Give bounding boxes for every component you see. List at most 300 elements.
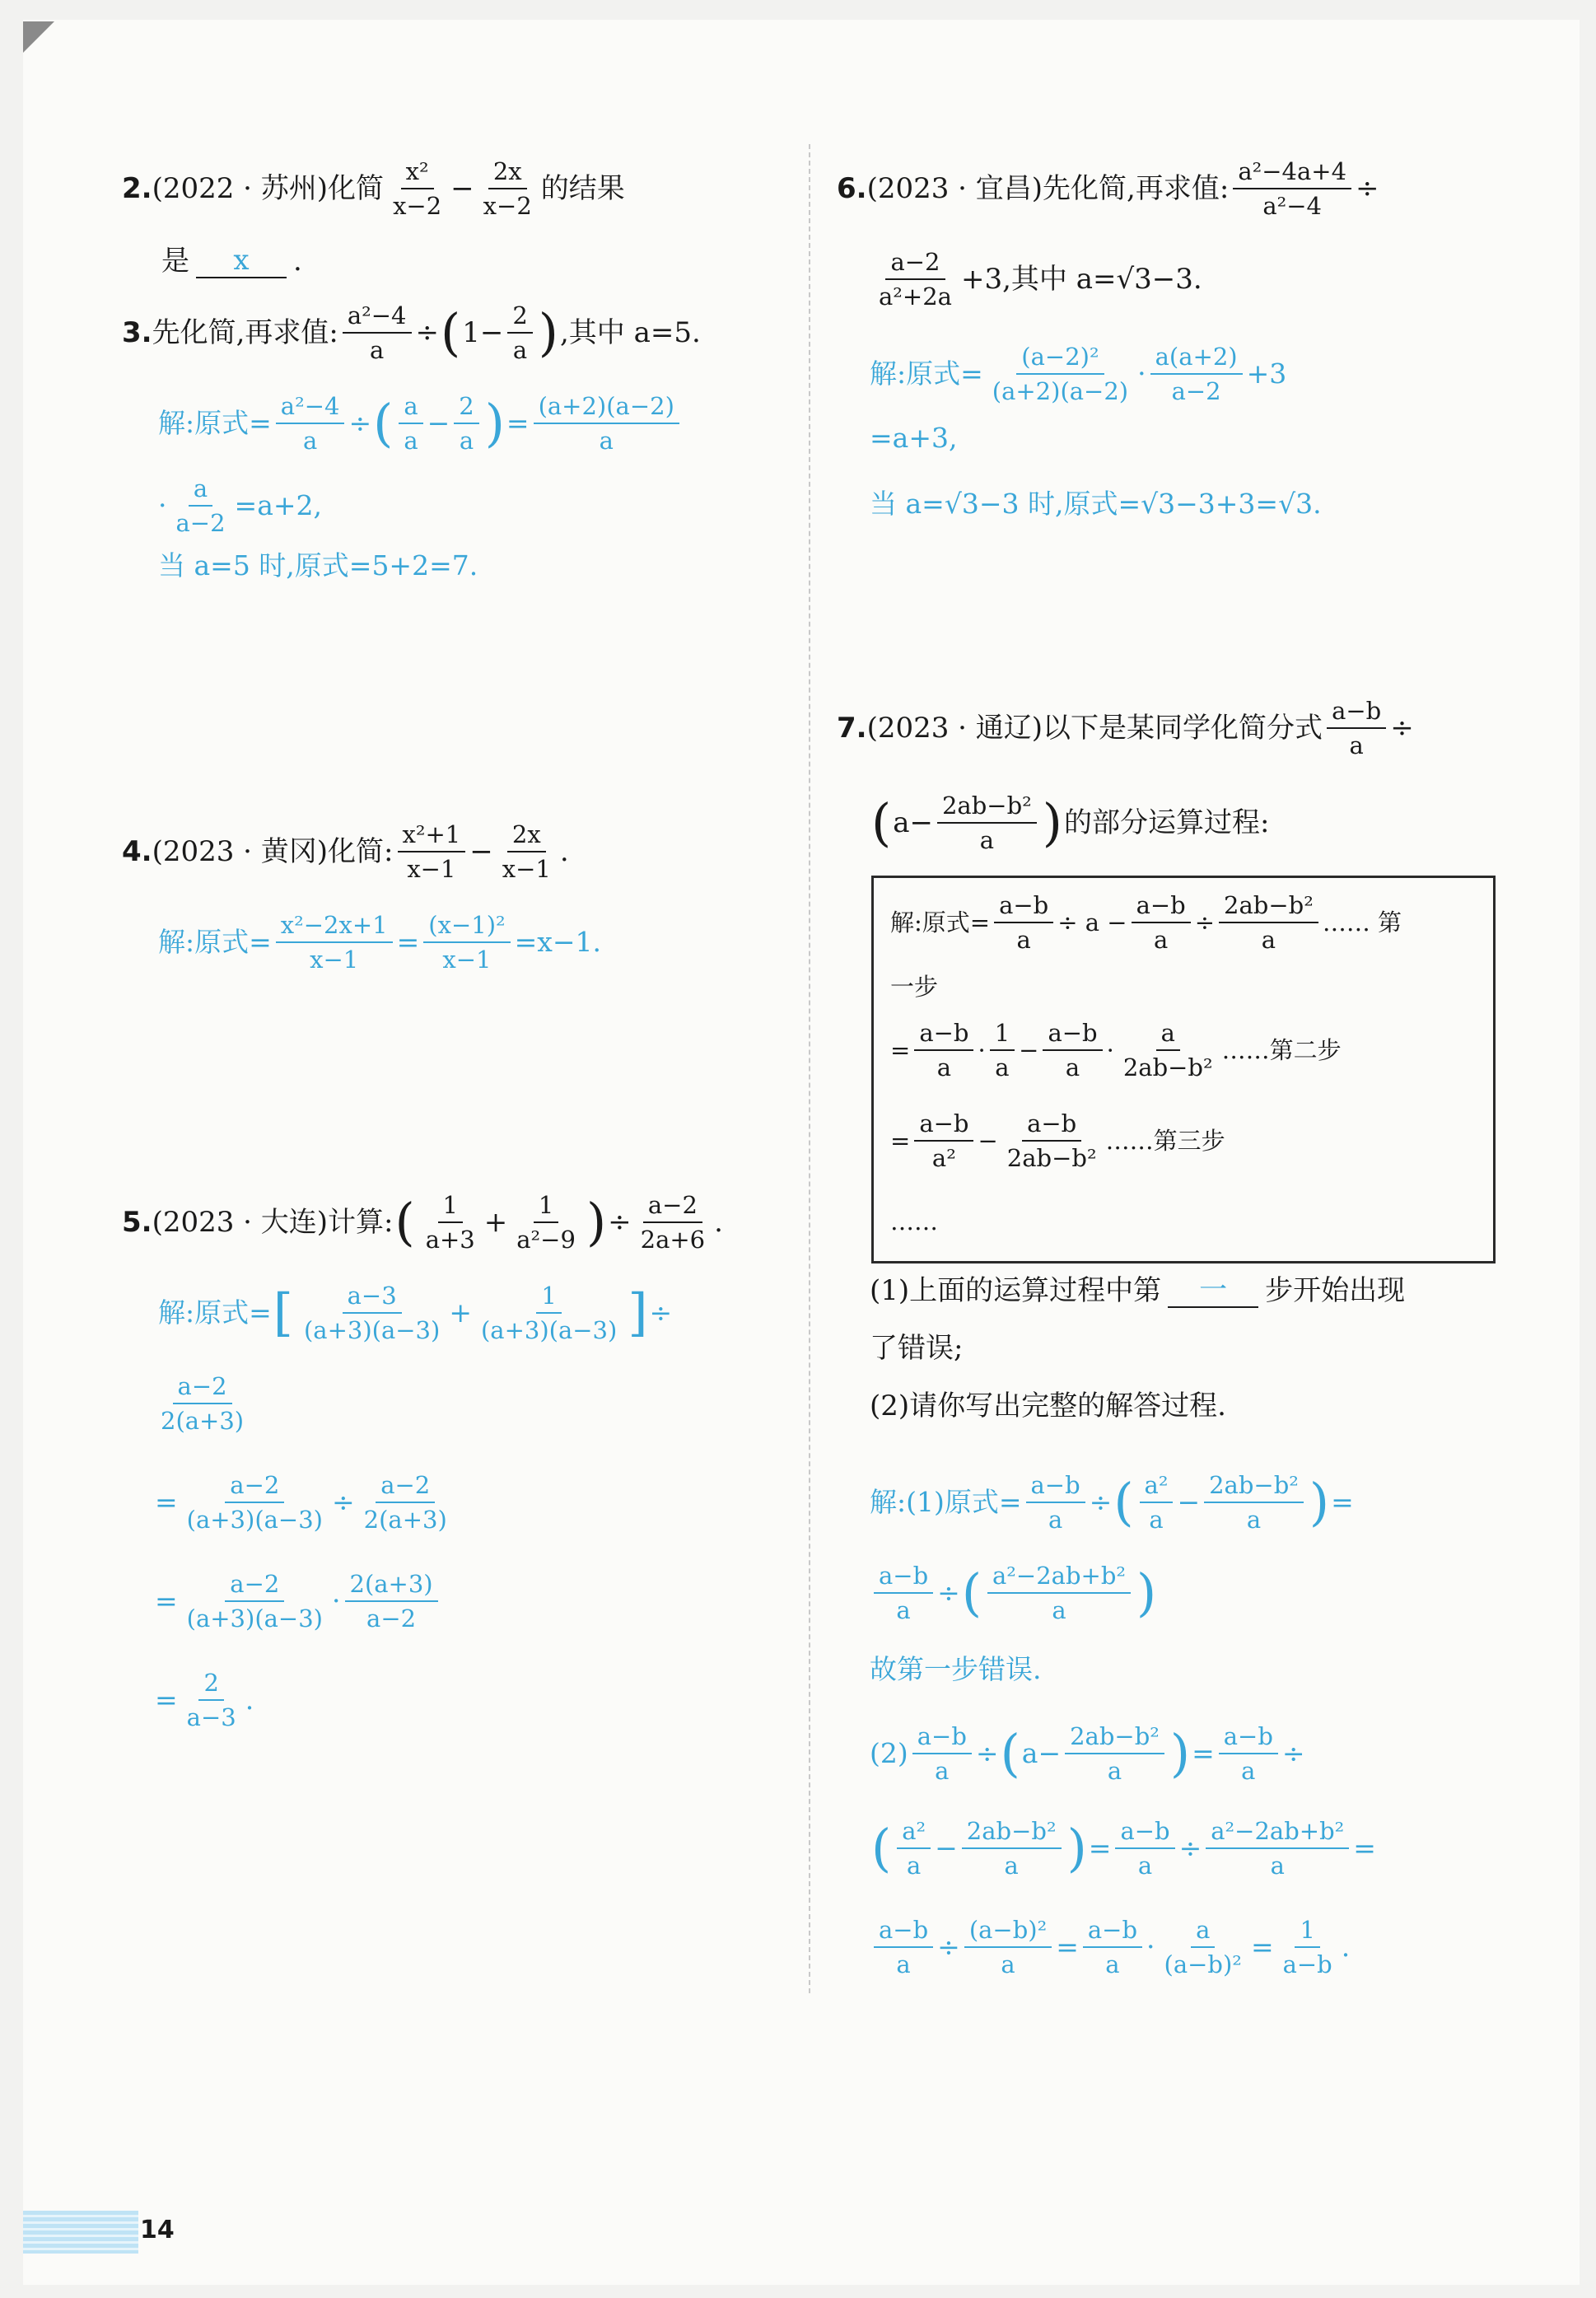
box-step-1 xyxy=(890,890,1402,955)
operator: ÷ xyxy=(937,1931,960,1963)
fraction xyxy=(874,1915,933,1979)
operator: ÷ xyxy=(348,407,372,439)
fraction xyxy=(398,820,466,884)
numerator: 2ab−b² xyxy=(937,791,1037,824)
fraction xyxy=(912,1721,972,1786)
fraction xyxy=(874,247,957,311)
numerator: a xyxy=(1156,1018,1180,1051)
operator: · xyxy=(1106,1036,1114,1064)
numerator: (a−b)² xyxy=(964,1915,1052,1948)
solution-text: =a+3, xyxy=(870,422,958,454)
operator: = xyxy=(396,926,420,958)
right-paren: ) xyxy=(538,302,558,362)
fraction xyxy=(171,474,231,538)
box-step-1-cont xyxy=(890,969,938,1005)
operator: · xyxy=(978,1036,986,1064)
question-7-part2 xyxy=(870,1388,1226,1424)
fraction xyxy=(962,1816,1062,1880)
numerator: a−b xyxy=(994,890,1053,923)
numerator: a−b xyxy=(912,1721,972,1754)
denominator: a xyxy=(896,1950,911,1978)
denominator: a xyxy=(302,427,318,455)
question-text: 了错误; xyxy=(870,1332,964,1365)
numerator: a−2 xyxy=(643,1190,702,1223)
numerator: a−b xyxy=(1219,1721,1278,1754)
question-5-solution-line4 xyxy=(155,1569,442,1633)
fraction xyxy=(423,910,510,974)
right-paren: ) xyxy=(1042,792,1062,852)
fraction xyxy=(399,391,422,455)
operator: = xyxy=(1250,1931,1274,1963)
expression: a− xyxy=(1021,1737,1062,1769)
step-label: 一步 xyxy=(890,973,939,1001)
numerator: a−b xyxy=(1115,1816,1174,1849)
question-source: (2023 · 黄冈)化简: xyxy=(152,835,394,868)
fraction xyxy=(1233,156,1351,221)
operator: = xyxy=(1353,1832,1376,1864)
question-4-stem xyxy=(122,820,569,884)
denominator: a xyxy=(979,826,995,854)
numerator: a−2 xyxy=(173,1371,232,1404)
question-6-solution-line1 xyxy=(870,342,1286,406)
fraction xyxy=(937,791,1037,855)
punctuation: . xyxy=(245,1684,254,1716)
solution-label: 解:(1)原式= xyxy=(870,1486,1022,1518)
numerator: 2 xyxy=(198,1668,223,1701)
answer-blank: 一 xyxy=(1168,1273,1258,1308)
denominator: a xyxy=(1149,1506,1164,1534)
numerator: a²−4 xyxy=(343,301,412,334)
denominator: a xyxy=(1261,926,1276,954)
denominator: a² xyxy=(931,1144,956,1172)
fraction xyxy=(914,1109,973,1173)
fraction xyxy=(182,1470,328,1534)
denominator: x−2 xyxy=(393,192,442,220)
question-text: +3,其中 a=√3−3. xyxy=(960,263,1202,296)
fraction xyxy=(345,1569,438,1633)
question-7-stem-line2 xyxy=(870,791,1269,855)
question-7-stem-line1 xyxy=(837,696,1414,760)
question-source: (2023 · 大连)计算: xyxy=(152,1206,394,1239)
denominator: (a−b)² xyxy=(1164,1950,1242,1978)
operator: · xyxy=(1146,1931,1155,1963)
fraction xyxy=(1002,1109,1102,1173)
numerator: 2ab−b² xyxy=(1204,1470,1304,1503)
question-4-solution xyxy=(158,910,601,974)
step-label: ……第三步 xyxy=(1105,1127,1225,1155)
denominator: (a+2)(a−2) xyxy=(992,377,1129,405)
question-2-line2 xyxy=(161,243,302,279)
punctuation: . xyxy=(714,1206,723,1239)
fraction xyxy=(964,1915,1052,1979)
operator: = xyxy=(890,1127,911,1155)
denominator: a−2 xyxy=(1171,377,1221,405)
punctuation: . xyxy=(1341,1931,1351,1963)
numerator: a−b xyxy=(1043,1018,1102,1051)
operator: ÷ xyxy=(937,1576,960,1609)
question-6-stem-line1 xyxy=(837,156,1379,221)
question-number: 2. xyxy=(122,172,152,205)
denominator: a−3 xyxy=(186,1703,236,1731)
left-paren: ( xyxy=(871,1818,892,1878)
operator: ÷ xyxy=(1194,908,1216,936)
question-text: . xyxy=(293,245,302,278)
numerator: 2 xyxy=(507,301,532,334)
question-5-solution-line1 xyxy=(158,1281,672,1345)
fraction xyxy=(478,156,537,221)
question-7-solution-a2 xyxy=(870,1561,1158,1625)
footer-decoration-bar xyxy=(23,2211,138,2254)
fraction xyxy=(182,1668,241,1732)
question-source: (2022 · 苏州)化简 xyxy=(152,172,385,205)
operator: ÷ xyxy=(1281,1737,1305,1769)
operator: = xyxy=(1192,1737,1215,1769)
denominator: a xyxy=(1246,1506,1262,1534)
denominator: x−1 xyxy=(442,946,492,974)
question-number: 6. xyxy=(837,172,867,205)
denominator: x−2 xyxy=(483,192,532,220)
expression: =a+2, xyxy=(234,489,323,521)
question-5-solution-line5 xyxy=(155,1668,254,1732)
ellipsis: …… xyxy=(890,1207,938,1235)
box-step-2 xyxy=(890,1018,1342,1082)
numerator: a²−4 xyxy=(276,391,345,424)
operator: + xyxy=(483,1206,508,1239)
fraction xyxy=(156,1371,249,1436)
denominator: a xyxy=(1105,1950,1120,1978)
fraction xyxy=(507,301,532,365)
left-paren: ( xyxy=(441,302,461,362)
right-paren: ) xyxy=(586,1192,607,1252)
operator: ÷ xyxy=(975,1737,999,1769)
fraction xyxy=(1160,1915,1247,1979)
fraction xyxy=(1118,1018,1218,1082)
numerator: a−b xyxy=(914,1018,973,1051)
numerator: a−2 xyxy=(225,1470,284,1503)
denominator: a xyxy=(1065,1053,1080,1081)
question-3-solution-line3 xyxy=(158,548,478,584)
numerator: a−b xyxy=(874,1561,933,1594)
operator: = xyxy=(890,1036,911,1064)
denominator: x−1 xyxy=(310,946,359,974)
expression: a− xyxy=(893,806,933,839)
right-paren: ) xyxy=(484,393,505,453)
denominator: a xyxy=(995,1053,1010,1081)
fraction xyxy=(987,1561,1131,1625)
question-number: 3. xyxy=(122,316,152,349)
question-source: (2023 · 宜昌)先化简,再求值: xyxy=(866,172,1230,205)
operator: = xyxy=(506,407,530,439)
denominator: a xyxy=(404,427,418,455)
denominator: a xyxy=(1001,1950,1015,1978)
operator: ÷ xyxy=(649,1296,673,1329)
question-text: 的结果 xyxy=(540,172,625,205)
punctuation: . xyxy=(559,835,569,868)
denominator: a xyxy=(936,1053,952,1081)
denominator: a xyxy=(1241,1757,1256,1785)
operator: − xyxy=(469,835,493,868)
left-paren: ( xyxy=(961,1562,982,1623)
question-2-line1 xyxy=(122,156,625,221)
numerator: 2ab−b² xyxy=(1065,1721,1164,1754)
question-7-solution-a1 xyxy=(870,1470,1354,1534)
question-text: ,其中 a=5. xyxy=(560,316,701,349)
operator: ÷ xyxy=(608,1206,632,1239)
fraction xyxy=(1327,696,1386,760)
question-5-solution-line3 xyxy=(155,1470,456,1534)
operator: ÷ xyxy=(415,316,440,349)
left-paren: ( xyxy=(1000,1723,1020,1783)
numerator: (a+2)(a−2) xyxy=(534,391,679,424)
denominator: a−2 xyxy=(366,1604,417,1632)
question-6-solution-line2 xyxy=(870,420,957,456)
operator: = xyxy=(1088,1832,1112,1864)
fraction xyxy=(874,1561,933,1625)
denominator: a xyxy=(1048,1506,1063,1534)
numerator: a²−4a+4 xyxy=(1233,156,1351,189)
fraction xyxy=(990,1018,1015,1082)
left-paren: ( xyxy=(373,393,394,453)
numerator: (x−1)² xyxy=(423,910,510,943)
fraction xyxy=(299,1281,445,1345)
denominator: a xyxy=(370,336,385,364)
fraction xyxy=(636,1190,711,1254)
denominator: a−2 xyxy=(175,509,226,537)
operator: = xyxy=(155,1486,178,1518)
question-3-solution-line1 xyxy=(158,391,684,455)
numerator: x² xyxy=(401,156,434,189)
numerator: a(a+2) xyxy=(1150,342,1243,375)
fraction xyxy=(1206,1816,1349,1880)
page-number: 14 xyxy=(140,2216,175,2244)
numerator: 2ab−b² xyxy=(1219,890,1318,923)
box-step-3 xyxy=(890,1109,1225,1173)
denominator: a+3 xyxy=(425,1226,475,1254)
fraction xyxy=(343,301,412,365)
numerator: x²−2x+1 xyxy=(276,910,393,943)
numerator: 2 xyxy=(454,391,478,424)
numerator: 2(a+3) xyxy=(345,1569,438,1602)
operator: − xyxy=(978,1127,998,1155)
expression: ÷ a − xyxy=(1057,908,1127,936)
question-7-solution-a3 xyxy=(870,1651,1042,1688)
numerator: a−2 xyxy=(885,247,945,280)
operator: ÷ xyxy=(1356,172,1379,205)
operator: ÷ xyxy=(1089,1486,1113,1518)
question-5-solution-line2 xyxy=(152,1371,253,1436)
denominator: 2ab−b² xyxy=(1006,1144,1097,1172)
numerator: a−b xyxy=(874,1915,933,1948)
solution-label: 解:原式= xyxy=(158,407,272,439)
denominator: a xyxy=(1153,926,1169,954)
denominator: a xyxy=(896,1596,911,1624)
denominator: a xyxy=(599,427,614,455)
denominator: a xyxy=(1137,1852,1153,1880)
operator: · xyxy=(1137,357,1146,390)
denominator: a xyxy=(459,427,474,455)
denominator: a²−9 xyxy=(516,1226,576,1254)
fraction xyxy=(1219,1721,1278,1786)
operator: − xyxy=(1019,1036,1039,1064)
fraction xyxy=(1219,890,1318,955)
numerator: 1 xyxy=(534,1190,558,1223)
denominator: (a+3)(a−3) xyxy=(303,1316,441,1344)
numerator: a²−2ab+b² xyxy=(1206,1816,1349,1849)
solution-text: 故第一步错误. xyxy=(870,1653,1042,1685)
right-bracket: ] xyxy=(628,1282,648,1343)
fraction xyxy=(182,1569,328,1633)
numerator: 1 xyxy=(536,1281,561,1314)
denominator: 2a+6 xyxy=(640,1226,706,1254)
operator: · xyxy=(332,1585,341,1617)
fraction xyxy=(1278,1915,1337,1979)
question-source: (2023 · 通辽)以下是某同学化简分式 xyxy=(866,712,1323,745)
question-7-solution-b1 xyxy=(870,1721,1305,1786)
operator: · xyxy=(158,489,167,521)
step-label: ……第二步 xyxy=(1221,1036,1342,1064)
column-divider xyxy=(809,144,810,1993)
question-text: (1)上面的运算过程中第 xyxy=(870,1274,1162,1307)
operator: + xyxy=(449,1296,472,1329)
solution-label: 解:原式= xyxy=(890,908,991,936)
fraction xyxy=(497,820,556,884)
expression: +3 xyxy=(1246,357,1287,390)
question-7-solution-b2 xyxy=(870,1816,1376,1880)
numerator: a−b xyxy=(1327,696,1386,729)
question-number: 7. xyxy=(837,712,867,745)
numerator: 1 xyxy=(990,1018,1015,1051)
fraction xyxy=(1140,1470,1174,1534)
step-label: …… 第 xyxy=(1322,908,1402,936)
denominator: 2ab−b² xyxy=(1122,1053,1213,1081)
fraction xyxy=(534,391,679,455)
fraction xyxy=(1132,890,1191,955)
fraction xyxy=(421,1190,480,1254)
numerator: a−3 xyxy=(343,1281,402,1314)
numerator: a xyxy=(1191,1915,1215,1948)
right-paren: ) xyxy=(1066,1818,1087,1878)
fraction xyxy=(1043,1018,1102,1082)
expression: 1− xyxy=(462,316,504,349)
operator: = xyxy=(1331,1486,1354,1518)
fraction xyxy=(276,910,393,974)
numerator: a−b xyxy=(1083,1915,1142,1948)
left-paren: ( xyxy=(1113,1472,1134,1532)
question-text: 步开始出现 xyxy=(1265,1274,1406,1307)
operator: − xyxy=(450,172,474,205)
question-text: 的部分运算过程: xyxy=(1063,806,1270,839)
denominator: a xyxy=(1107,1757,1122,1785)
numerator: (a−2)² xyxy=(1016,342,1104,375)
fraction xyxy=(511,1190,581,1254)
fraction xyxy=(1150,342,1243,406)
question-6-stem-line2 xyxy=(870,247,1202,311)
numerator: x²+1 xyxy=(398,820,466,852)
denominator: a xyxy=(1270,1852,1285,1880)
fraction xyxy=(1065,1721,1164,1786)
denominator: (a+3)(a−3) xyxy=(186,1506,323,1534)
denominator: a xyxy=(1349,731,1364,759)
denominator: a−b xyxy=(1282,1950,1332,1978)
fraction xyxy=(987,342,1133,406)
left-paren: ( xyxy=(871,792,892,852)
expression: =x−1. xyxy=(514,926,602,958)
numerator: a−b xyxy=(1132,890,1191,923)
numerator: 2ab−b² xyxy=(962,1816,1062,1849)
question-3-stem xyxy=(122,301,701,365)
fraction xyxy=(1115,1816,1174,1880)
fraction xyxy=(897,1816,931,1880)
numerator: a−2 xyxy=(225,1569,284,1602)
numerator: a xyxy=(399,391,422,424)
solution-label: (2) xyxy=(870,1737,908,1769)
fraction xyxy=(388,156,446,221)
operator: = xyxy=(155,1585,178,1617)
question-number: 4. xyxy=(122,835,152,868)
question-text: 先化简,再求值: xyxy=(152,316,338,349)
question-7-part1 xyxy=(870,1273,1405,1309)
fraction xyxy=(359,1470,452,1534)
right-paren: ) xyxy=(1309,1472,1330,1532)
denominator: x−1 xyxy=(502,855,551,883)
question-3-solution-line2 xyxy=(158,474,322,538)
numerator: a²−2ab+b² xyxy=(987,1561,1131,1594)
numerator: a xyxy=(189,474,212,507)
operator: − xyxy=(427,407,450,439)
operator: ÷ xyxy=(332,1486,355,1518)
denominator: a xyxy=(1004,1852,1019,1880)
denominator: a²−4 xyxy=(1262,192,1323,220)
operator: ÷ xyxy=(1178,1832,1202,1864)
denominator: a xyxy=(1016,926,1031,954)
left-paren: ( xyxy=(394,1192,415,1252)
operator: = xyxy=(1056,1931,1079,1963)
denominator: (a+3)(a−3) xyxy=(186,1604,323,1632)
fraction xyxy=(1204,1470,1304,1534)
solution-text: 当 a=5 时,原式=5+2=7. xyxy=(158,549,478,582)
numerator: 1 xyxy=(1295,1915,1319,1948)
operator: ÷ xyxy=(1390,712,1414,745)
student-work-box xyxy=(871,876,1496,1263)
question-text: 是 xyxy=(161,245,189,278)
question-7-part1-cont xyxy=(870,1330,963,1366)
page-corner-mark xyxy=(23,21,54,53)
question-number: 5. xyxy=(122,1206,152,1239)
operator: = xyxy=(155,1684,178,1716)
question-5-stem xyxy=(122,1190,723,1254)
operator: − xyxy=(1177,1486,1201,1518)
fraction xyxy=(914,1018,973,1082)
fraction xyxy=(476,1281,622,1345)
denominator: 2(a+3) xyxy=(161,1407,245,1435)
question-6-solution-line3 xyxy=(870,486,1322,522)
numerator: a² xyxy=(1140,1470,1174,1503)
solution-label: 解:原式= xyxy=(870,357,983,390)
fraction xyxy=(994,890,1053,955)
question-text: (2)请你写出完整的解答过程. xyxy=(870,1390,1226,1422)
denominator: a²+2a xyxy=(879,283,952,311)
numerator: a−2 xyxy=(376,1470,435,1503)
question-7-solution-b3 xyxy=(870,1915,1350,1979)
numerator: a−b xyxy=(1022,1109,1081,1142)
numerator: 2x xyxy=(488,156,527,189)
box-ellipsis xyxy=(890,1203,938,1240)
numerator: a² xyxy=(897,1816,931,1849)
left-bracket: [ xyxy=(273,1282,293,1343)
operator: − xyxy=(935,1832,958,1864)
solution-label: 解:原式= xyxy=(158,926,272,958)
fraction xyxy=(454,391,478,455)
